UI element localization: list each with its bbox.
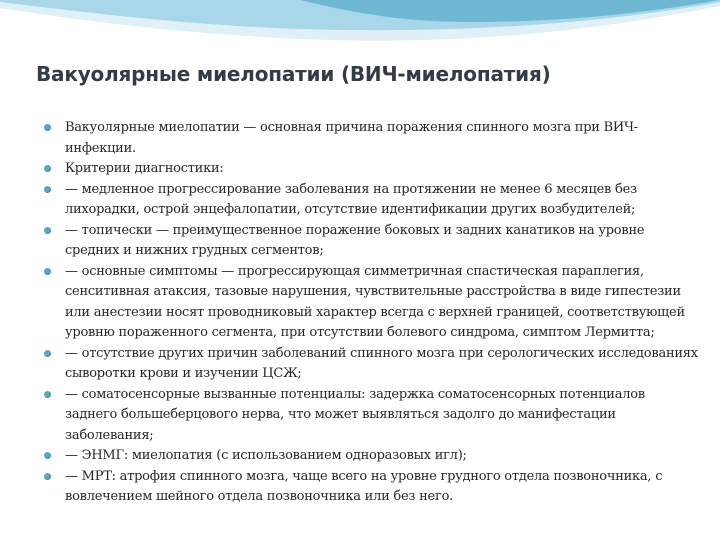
list-item	[44, 344, 700, 385]
bullet-dot-icon	[44, 350, 51, 357]
bullet-dot-icon	[44, 473, 51, 480]
bullet-list	[44, 118, 700, 508]
header-wave-decoration	[0, 0, 720, 70]
slide-title: Вакуолярные миелопатии (ВИЧ-миелопатия)	[36, 62, 551, 86]
list-item	[44, 385, 700, 447]
bullet-dot-icon	[44, 227, 51, 234]
bullet-dot-icon	[44, 165, 51, 172]
bullet-dot-icon	[44, 124, 51, 131]
bullet-text: — топически — преимущественное поражение боковых и задних канатиков на уровне средних и нижних грудных сегментов;	[65, 222, 645, 258]
list-item	[44, 180, 700, 221]
list-item	[44, 446, 700, 467]
list-item	[44, 221, 700, 262]
list-item	[44, 159, 700, 180]
bullet-dot-icon	[44, 268, 51, 275]
bullet-text: Критерии диагностики:	[65, 161, 224, 176]
bullet-text: — основные симптомы — прогрессирующая симметричная спастическая параплегия, сенситивная атаксия, тазовые нарушения, чувствительные расстройства в виде гипестезии или анестезии носят проводниковый характер всегда с верхней границей, соответствующей уровню пораженного сегмента, при отсутствии болевого синдрома, симптом Лермитта;	[65, 263, 685, 340]
bullet-dot-icon	[44, 391, 51, 398]
bullet-text: — медленное прогрессирование заболевания на протяжении не менее 6 месяцев без лихорадки, острой энцефалопатии, отсутствие идентификации других возбудителей;	[65, 181, 637, 217]
bullet-text: — соматосенсорные вызванные потенциалы: задержка соматосенсорных потенциалов заднего большеберцового нерва, что может выявляться задолго до манифестации заболевания;	[65, 386, 645, 443]
bullet-dot-icon	[44, 186, 51, 193]
list-item	[44, 118, 700, 159]
list-item	[44, 467, 700, 508]
list-item	[44, 262, 700, 344]
bullet-text: — ЭНМГ: миелопатия (с использованием одноразовых игл);	[65, 448, 467, 463]
bullet-dot-icon	[44, 452, 51, 459]
bullet-text: — МРТ: атрофия спинного мозга, чаще всего на уровне грудного отдела позвоночника, с вовлечением шейного отдела позвоночника или без него.	[65, 468, 663, 504]
bullet-text: Вакуолярные миелопатии — основная причина поражения спинного мозга при ВИЧ-инфекции.	[65, 120, 638, 156]
bullet-text: — отсутствие других причин заболеваний спинного мозга при серологических исследованиях сыворотки крови и изучении ЦСЖ;	[65, 345, 698, 381]
